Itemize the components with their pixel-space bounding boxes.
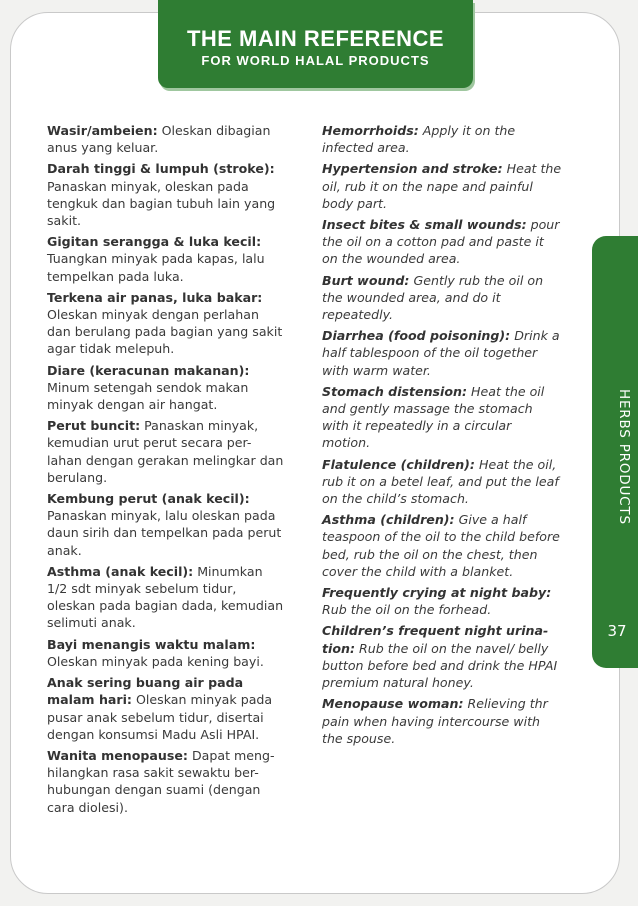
usage-entry [322,695,562,747]
entry-term: Menopause woman: [322,696,464,712]
english-column [322,122,562,751]
usage-entry [47,417,285,486]
entry-term: Diarrhea (food poisoning): [322,328,511,344]
usage-entry [322,216,562,268]
entry-text: Drink a half tablespoon of the oil together with warm water. [322,328,560,378]
usage-entry [47,362,285,414]
entry-term: Flatulence (children): [322,456,475,472]
usage-entry [322,327,562,379]
entry-text: Panaskan minyak, lalu oleskan pada daun sirih dan tempelkan pada perut anak. [47,508,282,558]
entry-text: Oleskan dibagian anus yang keluar. [47,123,271,156]
entry-text: Panaskan minyak, kemudian urut perut secara per-lahan dengan gerakan melingkar dan berulang. [47,418,284,485]
usage-entry [47,490,285,559]
usage-entry [47,289,285,358]
entry-term: Anak sering buang air pada malam hari: [47,675,244,708]
entry-text: Rub the oil on the navel/ belly button before bed and drink the HPAI premium natural honey. [322,640,558,691]
entry-text: Relieving thr pain when having intercourse with the spouse. [322,696,548,746]
entry-text: pour the oil on a cotton pad and paste it on the wounded area. [322,217,560,267]
entry-term: Kembung perut (anak kecil): [47,491,250,507]
usage-entry [322,511,562,580]
entry-text: Dapat meng-hilangkan rasa sakit sewaktu ber-hubungan dengan suami (dengan cara diolesi). [47,747,275,815]
entry-term: Insect bites & small wounds: [322,217,527,233]
entry-term: Asthma (anak kecil): [47,563,194,579]
entry-text: Heat the oil, rub it on the nape and painful body part. [322,161,562,211]
indonesian-column [47,122,285,820]
entry-term: Wanita menopause: [47,747,188,763]
entry-text: Tuangkan minyak pada kapas, lalu tempelkan pada luka. [47,251,265,284]
entry-text: Oleskan minyak pada kening bayi. [47,653,264,669]
entry-term: Frequently crying at night baby: [322,585,552,601]
header-subtitle: FOR WORLD HALAL PRODUCTS [201,53,430,68]
usage-entry [322,383,562,452]
entry-term: Children’s frequent night urina-tion: [322,623,549,656]
usage-entry [322,456,562,508]
usage-entry [322,122,562,156]
usage-entry [47,233,285,285]
entry-text: Gently rub the oil on the wounded area, and do it repeatedly. [322,272,544,323]
usage-entry [47,122,285,156]
usage-entry [47,674,285,743]
entry-text: Minumkan 1/2 sdt minyak sebelum tidur, oleskan pada bagian dada, kemudian selimuti anak. [47,563,284,631]
usage-entry [322,622,562,691]
entry-text: Rub the oil on the forhead. [322,602,492,618]
usage-entry [322,584,562,618]
section-label: HERBS PRODUCTS [616,389,632,525]
entry-text: Heat the oil and gently massage the stomach with it repeatedly in a circular motion. [322,383,545,451]
page-number: 37 [607,622,627,640]
entry-text: Apply it on the infected area. [322,123,516,156]
usage-entry [47,160,285,229]
entry-term: Hypertension and stroke: [322,161,503,177]
entry-term: Hemorrhoids: [322,123,419,138]
entry-term: Bayi menangis waktu malam: [47,636,256,652]
entry-term: Gigitan serangga & luka kecil: [47,234,262,250]
header-title: THE MAIN REFERENCE [186,26,445,51]
usage-entry [322,160,562,212]
entry-term: Diare (keracunan makanan): [47,362,250,378]
entry-text: Oleskan minyak pada pusar anak sebelum tidur, disertai dengan konsumsi Madu Asli HPAI. [47,692,273,742]
entry-text: Heat the oil, rub it on a betel leaf, and put the leaf on the child’s stomach. [322,456,559,507]
entry-term: Burt wound: [322,272,410,288]
entry-term: Terkena air panas, luka bakar: [47,289,263,305]
usage-entry [47,563,285,632]
entry-term: Darah tinggi & lumpuh (stroke): [47,161,275,177]
entry-term: Perut buncit: [47,418,141,434]
entry-text: Minum setengah sendok makan minyak dengan air hangat. [47,379,249,413]
entry-term: Stomach distension: [322,383,468,399]
usage-entry [47,636,285,670]
entry-text: Give a half teaspoon of the oil to the child before bed, rub the oil on the chest, then cover the child with a blanket. [322,512,560,579]
usage-entry [47,747,285,816]
entry-term: Wasir/ambeien: [47,123,158,138]
entry-text: Oleskan minyak dengan perlahan dan berulang pada bagian yang sakit agar tidak melepuh. [47,307,283,357]
entry-text: Panaskan minyak, oleskan pada tengkuk dan bagian tubuh lain yang sakit. [47,178,276,229]
header-banner [158,0,473,88]
usage-entry [322,272,562,324]
entry-term: Asthma (children): [322,512,455,528]
